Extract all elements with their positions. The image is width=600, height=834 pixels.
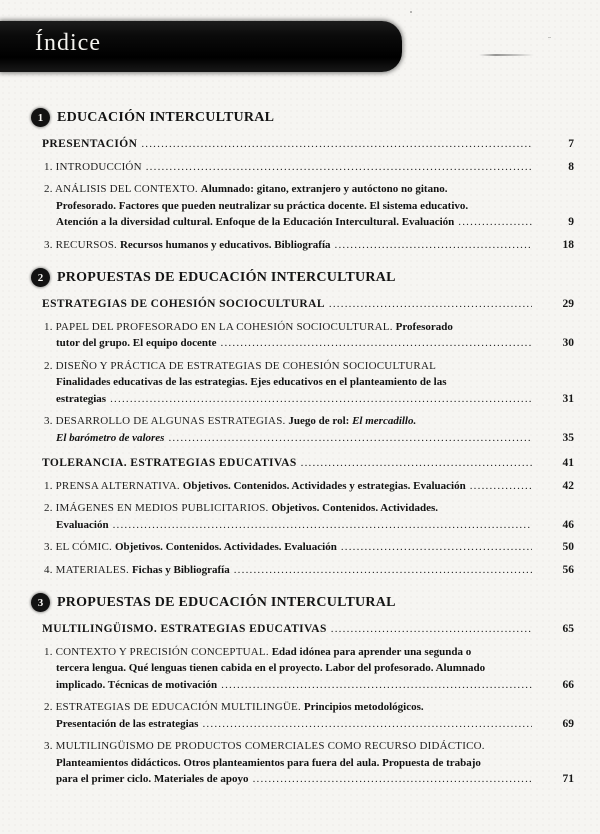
- toc-page-number: 66: [562, 678, 574, 691]
- toc-text: [44, 699, 532, 732]
- toc-row: [44, 539, 574, 556]
- text-segment: Objetivos. Contenidos. Actividades.: [271, 502, 438, 514]
- toc-page-number: 50: [562, 541, 574, 553]
- toc-page-number: 46: [562, 518, 574, 531]
- toc-text: [42, 296, 532, 313]
- leader-dots: [327, 623, 532, 635]
- text-segment: 2. ESTRATEGIAS DE EDUCACIÓN MULTILINGÜE.: [44, 701, 304, 713]
- toc-text: [44, 413, 532, 446]
- text-segment: Fichas y Bibliografía: [131, 563, 230, 576]
- toc-row: [42, 455, 574, 472]
- toc-text: [44, 738, 532, 788]
- text-segment: Evaluación: [56, 518, 109, 531]
- text-segment: PRESENTACIÓN: [42, 138, 138, 150]
- text-segment: Finalidades educativas de las estrategias. Ejes educativos en el planteamiento de las: [56, 376, 447, 388]
- text-segment: tercera lengua. Qué lenguas tienen cabida en el proyecto. Labor del profesorado. Alumnado: [56, 662, 486, 674]
- section-number: 2: [37, 271, 44, 284]
- text-segment: 3. MULTILINGÜISMO DE PRODUCTOS COMERCIALES COMO RECURSO DIDÁCTICO.: [44, 740, 485, 752]
- text-segment: 1. CONTEXTO Y PRECISIÓN CONCEPTUAL.: [44, 645, 272, 658]
- leader-dots: [137, 138, 532, 150]
- leader-dots: [325, 298, 532, 310]
- leader-dots: [198, 718, 532, 730]
- toc-text: [42, 136, 532, 153]
- text-segment: estrategias: [56, 392, 107, 405]
- toc-row: [44, 237, 574, 254]
- section-title: PROPUESTAS DE EDUCACIÓN INTERCULTURAL: [57, 269, 396, 285]
- text-segment: MULTILINGÜISMO. ESTRATEGIAS EDUCATIVAS: [42, 623, 327, 635]
- toc-page-number: 35: [562, 431, 574, 444]
- toc-row: [44, 159, 574, 176]
- toc-text: [44, 358, 532, 408]
- text-segment: Objetivos. Contenidos. Actividades. Evaluación: [114, 541, 337, 553]
- text-segment: El barómetro de valores: [56, 431, 165, 444]
- section-number-badge: [31, 593, 50, 612]
- scan-artifact-speck: [410, 11, 412, 13]
- section-number-badge: [31, 108, 50, 127]
- section-title: PROPUESTAS DE EDUCACIÓN INTERCULTURAL: [57, 594, 396, 610]
- page-title: Índice: [35, 30, 101, 56]
- toc-page-number: 29: [562, 298, 574, 310]
- text-segment: ESTRATEGIAS DE COHESIÓN SOCIOCULTURAL: [42, 298, 325, 310]
- leader-dots: [297, 457, 532, 469]
- section-number-badge: [31, 268, 50, 287]
- leader-dots: [337, 541, 532, 553]
- toc-text: [44, 539, 532, 556]
- text-segment: 1. INTRODUCCIÓN: [44, 160, 142, 173]
- section-number: 3: [37, 596, 44, 609]
- leader-dots: [109, 519, 532, 531]
- toc-page-number: 18: [562, 238, 574, 251]
- toc-text: [44, 478, 532, 495]
- toc-text: [42, 621, 532, 638]
- toc-page-number: 56: [562, 563, 574, 576]
- text-segment: Planteamientos didácticos. Otros planteamientos para fuera del aula. Propuesta de trabajo: [56, 756, 481, 769]
- leader-dots: [106, 393, 532, 405]
- title-banner: [0, 21, 402, 72]
- text-segment: 2. IMÁGENES EN MEDIOS PUBLICITARIOS.: [44, 502, 272, 514]
- text-segment: Juego de rol:: [288, 415, 353, 427]
- toc-page-number: 31: [562, 392, 574, 405]
- toc-text: [44, 319, 532, 352]
- text-segment: Atención a la diversidad cultural. Enfoque de la Educación Intercultural. Evaluación: [56, 216, 455, 228]
- toc-row: [44, 319, 574, 352]
- toc-page-number: 65: [562, 623, 574, 635]
- leader-dots: [217, 337, 532, 349]
- text-segment: Principios metodológicos.: [303, 701, 424, 713]
- toc-row: [44, 644, 574, 694]
- section-heading-3: [31, 593, 574, 612]
- toc-row: [44, 358, 574, 408]
- toc-row: [44, 738, 574, 788]
- section-number: 1: [37, 111, 44, 124]
- leader-dots: [230, 564, 532, 576]
- toc-text: [44, 562, 532, 579]
- text-segment: Alumnado: gitano, extranjero y autóctono no gitano.: [200, 183, 448, 195]
- toc-row: [44, 413, 574, 446]
- text-segment: 2. ANÁLISIS DEL CONTEXTO.: [44, 183, 201, 195]
- text-segment: Presentación de las estrategias: [56, 717, 199, 730]
- text-segment: 4. MATERIALES.: [44, 563, 132, 576]
- scan-artifact-line: [479, 54, 534, 56]
- toc-page-number: 69: [562, 717, 574, 730]
- leader-dots: [466, 480, 532, 492]
- text-segment: 2. DISEÑO Y PRÁCTICA DE ESTRATEGIAS DE COHESIÓN SOCIOCULTURAL: [44, 359, 437, 372]
- toc-row: [42, 296, 574, 313]
- toc-page-number: 7: [568, 138, 574, 150]
- text-segment: Objetivos. Contenidos. Actividades y estrategias. Evaluación: [182, 479, 466, 492]
- toc-text: [44, 644, 532, 694]
- toc-page-number: 71: [562, 773, 574, 785]
- text-segment: El mercadillo.: [352, 415, 417, 427]
- leader-dots: [142, 161, 532, 173]
- leader-dots: [164, 432, 532, 444]
- scan-artifact-speck: [548, 37, 551, 38]
- leader-dots: [217, 679, 532, 691]
- toc-row: [44, 500, 574, 533]
- toc-row: [44, 478, 574, 495]
- text-segment: Profesorado: [395, 320, 453, 333]
- toc-row: [42, 621, 574, 638]
- toc-page-number: 30: [562, 337, 574, 349]
- leader-dots: [454, 216, 532, 228]
- toc-text: [44, 500, 532, 533]
- text-segment: Recursos humanos y educativos. Bibliografía: [119, 238, 331, 251]
- section-heading-1: [31, 108, 574, 127]
- text-segment: para el primer ciclo. Materiales de apoyo: [56, 773, 249, 785]
- text-segment: 1. PRENSA ALTERNATIVA.: [44, 479, 183, 492]
- section-heading-2: [31, 268, 574, 287]
- toc-page-number: 42: [562, 479, 574, 492]
- text-segment: 3. EL CÓMIC.: [44, 541, 115, 553]
- toc-row: [44, 562, 574, 579]
- text-segment: Profesorado. Factores que pueden neutralizar su práctica docente. El sistema educativo.: [56, 199, 469, 212]
- toc-text: [44, 181, 532, 231]
- text-segment: 3. DESARROLLO DE ALGUNAS ESTRATEGIAS.: [44, 415, 289, 427]
- toc-body: [30, 108, 574, 794]
- section-title: EDUCACIÓN INTERCULTURAL: [57, 109, 275, 125]
- toc-row: [44, 181, 574, 231]
- toc-text: [44, 159, 532, 176]
- text-segment: tutor del grupo. El equipo docente: [56, 337, 217, 349]
- toc-row: [44, 699, 574, 732]
- toc-page-number: 8: [568, 160, 574, 173]
- leader-dots: [249, 773, 532, 785]
- toc-page-number: 41: [562, 457, 574, 469]
- toc-text: [44, 237, 532, 254]
- toc-text: [42, 455, 532, 472]
- toc-page-number: 9: [568, 216, 574, 228]
- text-segment: 3. RECURSOS.: [44, 238, 120, 251]
- text-segment: 1. PAPEL DEL PROFESORADO EN LA COHESIÓN SOCIOCULTURAL.: [44, 320, 396, 333]
- text-segment: TOLERANCIA. ESTRATEGIAS EDUCATIVAS: [42, 457, 297, 469]
- text-segment: implicado. Técnicas de motivación: [56, 678, 218, 691]
- toc-row: [42, 136, 574, 153]
- leader-dots: [331, 239, 533, 251]
- text-segment: Edad idónea para aprender una segunda o: [271, 645, 472, 658]
